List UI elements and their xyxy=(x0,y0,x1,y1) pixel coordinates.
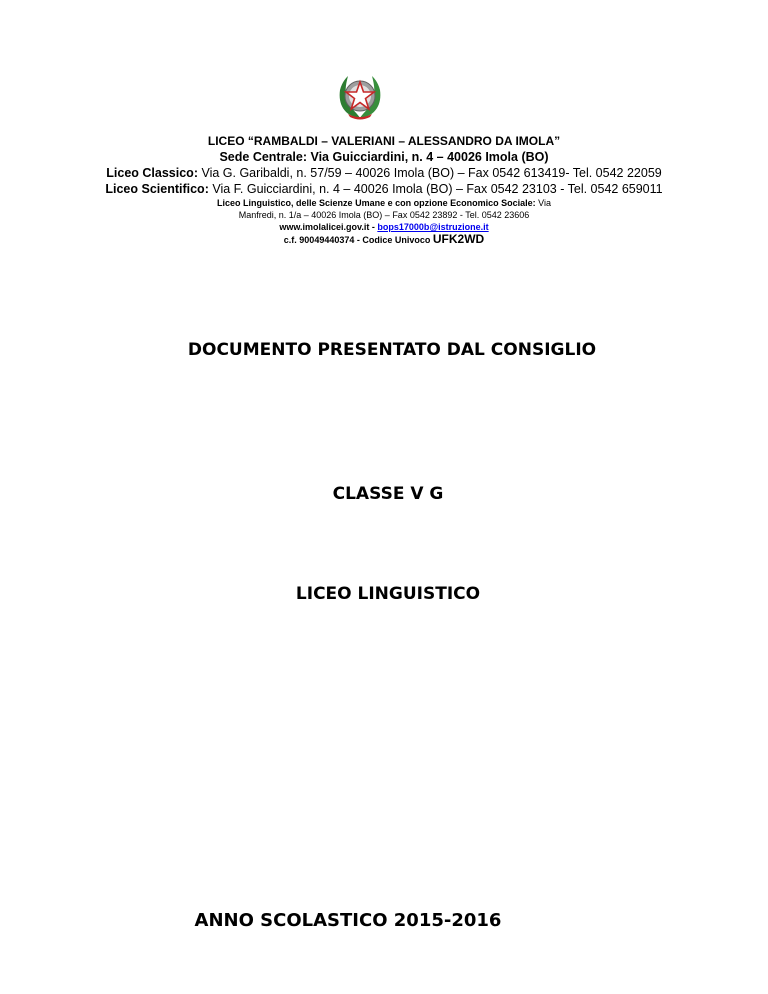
school-name: LICEO “RAMBALDI – VALERIANI – ALESSANDRO DA IMOLA” xyxy=(207,134,561,148)
linguistico-address xyxy=(0,197,768,209)
italian-republic-emblem-icon xyxy=(334,70,386,122)
linguistico-address-line2: Manfredi, n. 1/a – 40026 Imola (BO) – Fax 0542 23892 - Tel. 0542 23606 xyxy=(238,210,530,220)
tax-code-line xyxy=(0,233,768,247)
class-label: CLASSE V G xyxy=(332,484,444,504)
classico-text: Via G. Garibaldi, n. 57/59 – 40026 Imola (BO) – Fax 0542 613419- Tel. 0542 22059 xyxy=(197,166,662,180)
email-link[interactable]: bops17000b@istruzione.it xyxy=(377,222,489,232)
main-office-address: Sede Centrale: Via Guicciardini, n. 4 – 40026 Imola (BO) xyxy=(219,150,549,164)
unique-code: UFK2WD xyxy=(432,232,485,246)
school-year: ANNO SCOLASTICO 2015-2016 xyxy=(194,910,502,931)
website: www.imolalicei.gov.it - xyxy=(279,222,378,232)
tax-code-text: c.f. 90049440374 - Codice Univoco xyxy=(283,235,433,245)
linguistico-text: Via xyxy=(535,198,551,208)
document-title: DOCUMENTO PRESENTATO DAL CONSIGLIO xyxy=(187,340,597,360)
linguistico-label: Liceo Linguistico, delle Scienze Umane e con opzione Economico Sociale: xyxy=(217,198,536,208)
school-header xyxy=(0,134,768,247)
classico-label: Liceo Classico: xyxy=(106,166,198,180)
scientifico-address xyxy=(0,181,768,197)
scientifico-text: Via F. Guicciardini, n. 4 – 40026 Imola (BO) – Fax 0542 23103 - Tel. 0542 659011 xyxy=(208,182,663,196)
course-label: LICEO LINGUISTICO xyxy=(295,584,481,604)
classico-address xyxy=(0,165,768,181)
contacts-line xyxy=(0,221,768,233)
scientifico-label: Liceo Scientifico: xyxy=(105,182,209,196)
